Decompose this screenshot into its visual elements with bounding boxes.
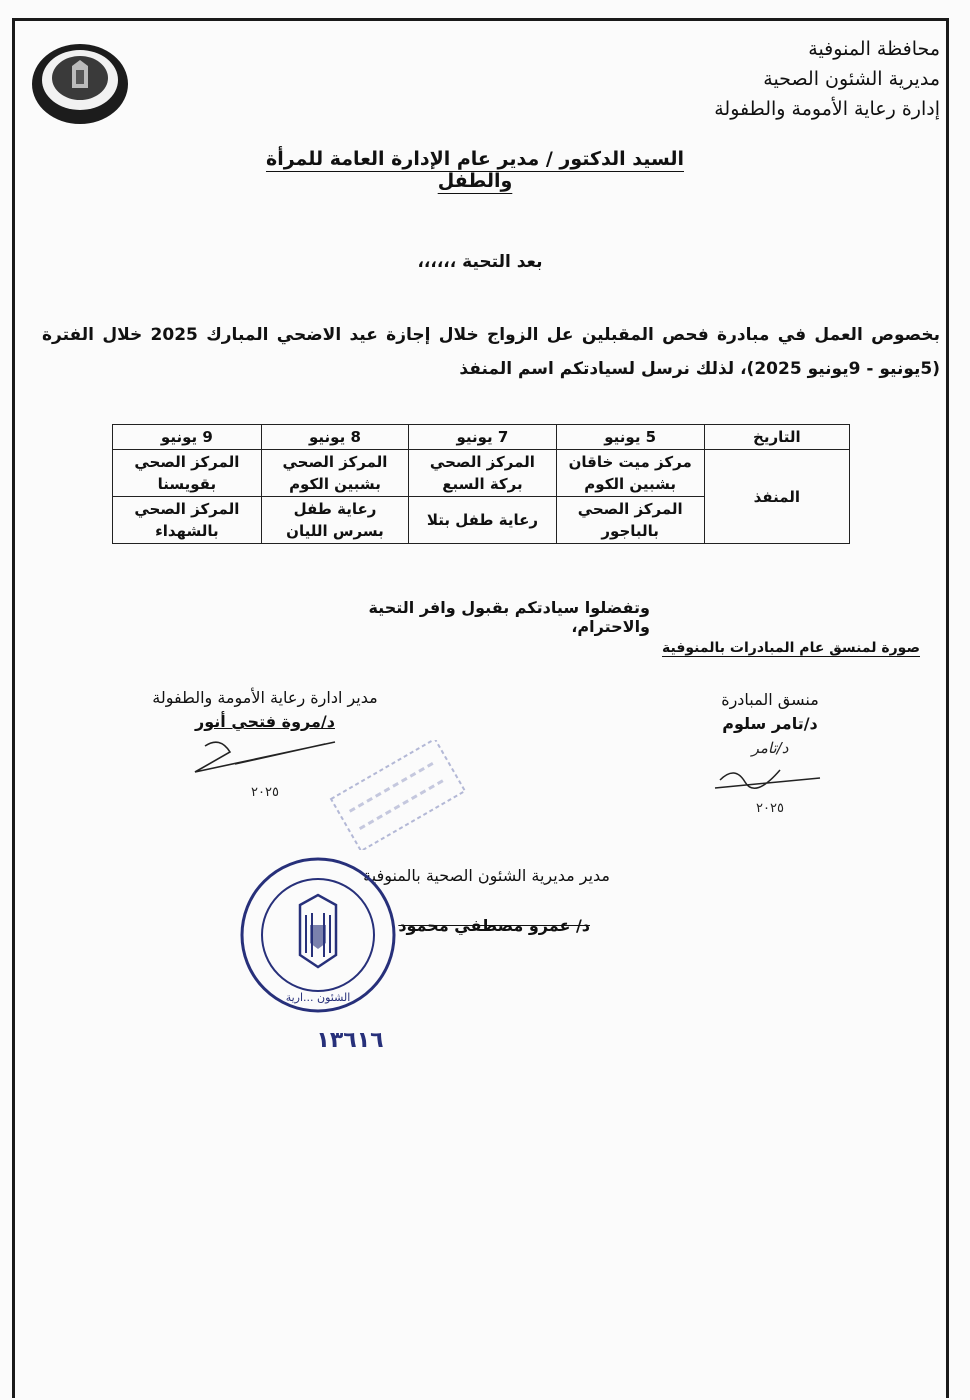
signer-name: د/مروة فتحي أنور xyxy=(195,712,335,731)
site-cell: المركز الصحي بركة السبع xyxy=(409,450,556,497)
table-header-row xyxy=(113,425,850,450)
handwritten-name: د/تامر xyxy=(751,739,789,757)
signer-title: مدير مديرية الشئون الصحية بالمنوفية xyxy=(363,866,610,885)
site-cell: رعاية طفل بتلا xyxy=(409,497,556,544)
signer-title: منسق المبادرة xyxy=(721,690,819,709)
ministry-logo xyxy=(28,40,132,128)
letterhead-governorate: محافظة المنوفية xyxy=(808,38,940,60)
copy-note: صورة لمنسق عام المبادرات بالمنوفية xyxy=(662,640,920,656)
date-cell: 8 يونيو xyxy=(261,425,408,450)
body-paragraph: بخصوص العمل في مبادرة فحص المقبلين عل الزواج خلال إجازة عيد الاضحي المبارك 2025 خلال الفترة (5يونيو - 9يونيو 2025)، لذلك نرسل لسيادتكم اسم المنفذ xyxy=(42,325,940,379)
header-date-label: التاريخ xyxy=(704,425,849,450)
date-cell: 5 يونيو xyxy=(556,425,704,450)
site-cell: المركز الصحي بالشهداء xyxy=(113,497,262,544)
letterhead-department: إدارة رعاية الأمومة والطفولة xyxy=(714,98,940,120)
site-cell: المركز الصحي بشبين الكوم xyxy=(261,450,408,497)
row-label-site: المنفذ xyxy=(704,450,849,544)
site-cell: رعاية طفل بسرس الليان xyxy=(261,497,408,544)
closing-line: وتفضلوا سيادتكم بقبول وافر التحية والاحترام، xyxy=(368,598,650,636)
signer-name: د/ عمرو مصطفي محمود xyxy=(398,916,590,935)
greeting: بعد التحية ،،،،،، xyxy=(417,252,543,272)
signature-coordinator xyxy=(690,688,850,821)
date-cell: 7 يونيو xyxy=(409,425,556,450)
signature-date: ٢٠٢٥ xyxy=(756,801,784,816)
letterhead-directorate: مديرية الشئون الصحية xyxy=(763,68,940,90)
date-cell: 9 يونيو xyxy=(113,425,262,450)
site-cell: المركز الصحي بقويسنا xyxy=(113,450,262,497)
table-row xyxy=(113,450,850,497)
seal-text: الشئون ...ارية xyxy=(285,991,351,1004)
addressee: السيد الدكتور / مدير عام الإدارة العامة للمرأة والطفل xyxy=(265,148,684,192)
signature-date: ٢٠٢٥ xyxy=(251,785,279,800)
letterhead xyxy=(714,34,940,124)
site-cell: مركز ميت خاقان بشبين الكوم xyxy=(556,450,704,497)
faint-stamp xyxy=(318,740,478,850)
schedule-table xyxy=(112,424,850,544)
signature-scribble xyxy=(710,760,830,790)
official-seal xyxy=(238,855,398,1015)
signer-name: د/تامر سلوم xyxy=(722,714,818,733)
site-cell: المركز الصحي بالباجور xyxy=(556,497,704,544)
signer-title: مدير ادارة رعاية الأمومة والطفولة xyxy=(152,688,378,707)
seal-serial-number: ١٣٦١٦ xyxy=(316,1028,384,1053)
